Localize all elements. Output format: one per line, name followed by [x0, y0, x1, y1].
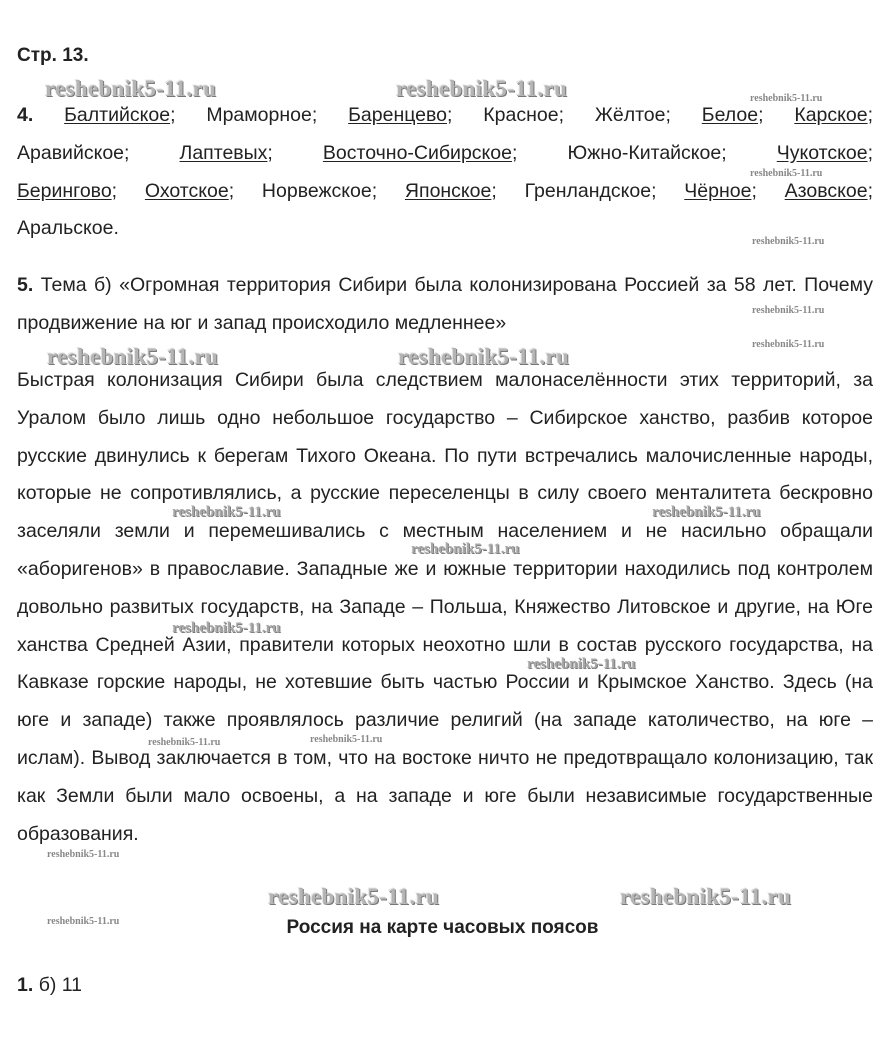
sea-name-underlined: Чукотское [776, 141, 868, 164]
watermark: reshebnik5-11.ru [310, 734, 383, 745]
watermark: reshebnik5-11.ru [47, 916, 120, 927]
sea-name: Гренландское [524, 179, 652, 202]
sea-item: Восточно-Сибирское; [322, 141, 518, 164]
sea-item: Чукотское; [776, 141, 873, 164]
section-title: Россия на карте часовых поясов [286, 917, 599, 938]
watermark: reshebnik5-11.ru [47, 344, 219, 369]
task5-topic [17, 267, 873, 343]
task4-line [17, 135, 873, 173]
sea-name-underlined: Восточно-Сибирское [322, 141, 512, 164]
sea-name: Норвежское [261, 179, 372, 202]
sea-name: Красное [483, 104, 559, 126]
task4-number: 4. [17, 104, 34, 126]
sea-item: Белое; [701, 104, 764, 126]
sea-name-underlined: Японское [404, 179, 492, 202]
sea-item: Азовское; [784, 179, 873, 202]
watermark: reshebnik5-11.ru [652, 504, 761, 520]
sea-item: Охотское; [144, 179, 235, 202]
watermark: reshebnik5-11.ru [172, 620, 281, 636]
watermark: reshebnik5-11.ru [268, 884, 440, 909]
sea-name: Аравийское [17, 141, 125, 164]
sea-name-underlined: Баренцево [348, 104, 448, 126]
task4-block [17, 97, 873, 248]
watermark: reshebnik5-11.ru [411, 541, 520, 557]
sea-name-underlined: Лаптевых [179, 141, 268, 164]
sea-name: Жёлтое [594, 104, 666, 126]
watermark: reshebnik5-11.ru [750, 168, 823, 179]
sea-name-underlined: Охотское [144, 179, 229, 202]
sea-item: Красное; [483, 104, 564, 126]
task4-line [17, 97, 873, 135]
sea-item: Мраморное; [206, 104, 318, 126]
sea-name-underlined: Чёрное [684, 179, 752, 202]
watermark: reshebnik5-11.ru [396, 76, 568, 101]
task1-answer: б) 11 [38, 974, 83, 996]
watermark: reshebnik5-11.ru [752, 339, 825, 350]
watermark: reshebnik5-11.ru [752, 236, 825, 247]
watermark: reshebnik5-11.ru [527, 656, 636, 672]
task5-answer: Быстрая колонизация Сибири была следствием малонаселённости этих территорий, за Уралом было лишь одно небольшое государство – Сибирское ханство, разбив которое русские двинулись к берегам Тихого Океана. По пути встречались малочисленные народы, которые не сопротивлялись, а русские переселенцы в силу своего менталитета бескровно заселяли земли и перемешивались с местным населением и не насильно обращали «аборигенов» в православие. Западные же и южные территории находились под контролем довольно развитых государств, на Западе – Польша, Княжество Литовское и другие, на Юге ханства Средней Азии, правители которых неохотно шли в состав русского государства, на Кавказе горские народы, не хотевшие быть частью России и Крымское Ханство. Здесь (на юге и западе) также проявлялось различие религий (на западе католичество, на юге – ислам). Вывод заключается в том, что на востоке ничто не предотвращало колонизацию, так как Земли были мало освоены, а на западе и юге были независимые государственные образования. [17, 369, 873, 845]
task4-line [17, 173, 873, 211]
task1-number: 1. [17, 974, 34, 996]
sea-name-underlined: Балтийское [64, 104, 171, 126]
watermark: reshebnik5-11.ru [750, 93, 823, 104]
sea-item: Берингово; [17, 179, 118, 202]
sea-name: Мраморное [206, 104, 312, 126]
watermark: reshebnik5-11.ru [172, 504, 281, 520]
sea-item: Чёрное; [684, 179, 757, 202]
sea-item: Японское; [404, 179, 497, 202]
page-heading: Стр. 13. [17, 45, 89, 66]
sea-item: Баренцево; [348, 104, 453, 126]
task1-block [17, 967, 873, 1005]
task5-topic-text: Тема б) «Огромная территория Сибири была колонизирована Россией за 58 лет. Почему продвижение на юг и запад происходило медленнее» [17, 274, 873, 334]
watermark: reshebnik5-11.ru [752, 305, 825, 316]
sea-name-underlined: Азовское [784, 179, 868, 202]
watermark: reshebnik5-11.ru [398, 344, 570, 369]
task4-line [17, 210, 873, 248]
watermark: reshebnik5-11.ru [620, 884, 792, 909]
sea-item: Карское; [794, 104, 874, 126]
sea-item: Норвежское; [261, 179, 378, 202]
sea-name-underlined: Белое [701, 104, 759, 126]
sea-item: Лаптевых; [179, 141, 273, 164]
sea-name: Аральское [17, 217, 114, 240]
watermark: reshebnik5-11.ru [47, 849, 120, 860]
sea-name: Южно-Китайское [567, 141, 722, 164]
task5-number: 5. [17, 274, 34, 296]
sea-name-underlined: Берингово [17, 179, 112, 202]
watermark: reshebnik5-11.ru [148, 737, 221, 748]
sea-item: Аравийское; [17, 141, 130, 164]
sea-item: Жёлтое; [594, 104, 671, 126]
sea-item: Балтийское; [64, 104, 176, 126]
sea-name-underlined: Карское [794, 104, 868, 126]
watermark: reshebnik5-11.ru [45, 76, 217, 101]
sea-item: Гренландское; [524, 179, 657, 202]
sea-item: Аральское. [17, 217, 119, 240]
sea-item: Южно-Китайское; [567, 141, 727, 164]
